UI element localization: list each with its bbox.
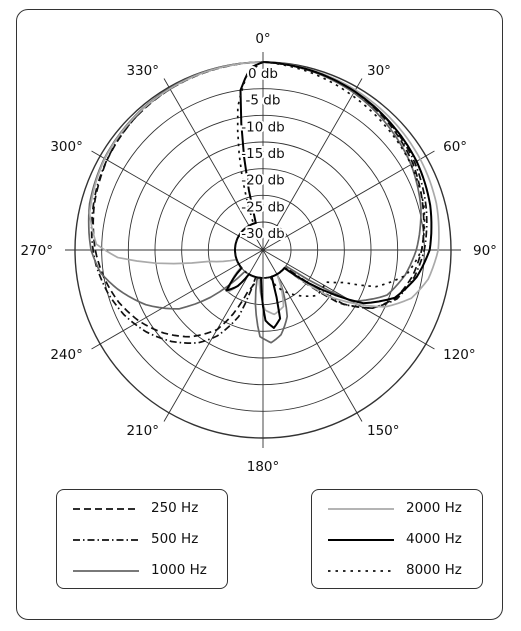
legend-swatch-solid-gray <box>71 564 141 578</box>
legend-item-500hz <box>57 529 227 551</box>
angle-tick-label: 120° <box>443 347 476 363</box>
radial-tick-label: -20 db <box>241 172 285 189</box>
legend-swatch-dotted <box>326 564 396 578</box>
legend-item-2000hz <box>312 498 482 520</box>
angular-grid <box>65 52 461 448</box>
legend-label: 4000 Hz <box>406 531 462 547</box>
angle-tick-label: 60° <box>443 139 468 155</box>
angle-tick-label: 0° <box>255 31 271 47</box>
legend-swatch-dashdot <box>71 533 141 547</box>
legend-swatch-dashed <box>71 502 141 516</box>
legend-swatch-solid-black <box>326 533 396 547</box>
radial-tick-label: -30 db <box>241 226 285 242</box>
radial-tick-label: -15 db <box>241 146 285 162</box>
legend-item-1000hz <box>57 560 227 582</box>
radial-tick-label: -5 db <box>245 92 281 109</box>
legend-item-8000hz <box>312 560 482 582</box>
angle-tick-label: 240° <box>50 347 83 363</box>
legend-label: 500 Hz <box>151 531 199 547</box>
legend-swatch-solid-lightgray <box>326 502 396 516</box>
radial-tick-label: -10 db <box>241 119 285 136</box>
legend-item-250hz <box>57 498 227 520</box>
grid-spoke <box>92 151 263 250</box>
angle-tick-label: 150° <box>367 423 400 440</box>
angle-tick-label: 180° <box>246 459 280 475</box>
grid-spoke <box>263 151 434 250</box>
legend-right <box>311 489 483 589</box>
angle-tick-label: 30° <box>367 62 391 79</box>
legend-label: 1000 Hz <box>151 562 207 578</box>
legend-left <box>56 489 228 589</box>
angle-tick-label: 210° <box>126 423 159 440</box>
legend-item-4000hz <box>312 529 482 551</box>
angle-tick-label: 90° <box>473 243 497 259</box>
grid-spoke <box>92 250 263 349</box>
angle-tick-label: 330° <box>126 62 159 79</box>
angle-tick-label: 270° <box>20 243 53 259</box>
legend-label: 2000 Hz <box>406 500 462 516</box>
legend-label: 8000 Hz <box>406 562 462 578</box>
angle-tick-label: 300° <box>50 139 83 155</box>
radial-tick-label: -25 db <box>241 199 285 216</box>
radial-tick-label: 0 db <box>247 66 279 82</box>
legend-label: 250 Hz <box>151 500 199 516</box>
